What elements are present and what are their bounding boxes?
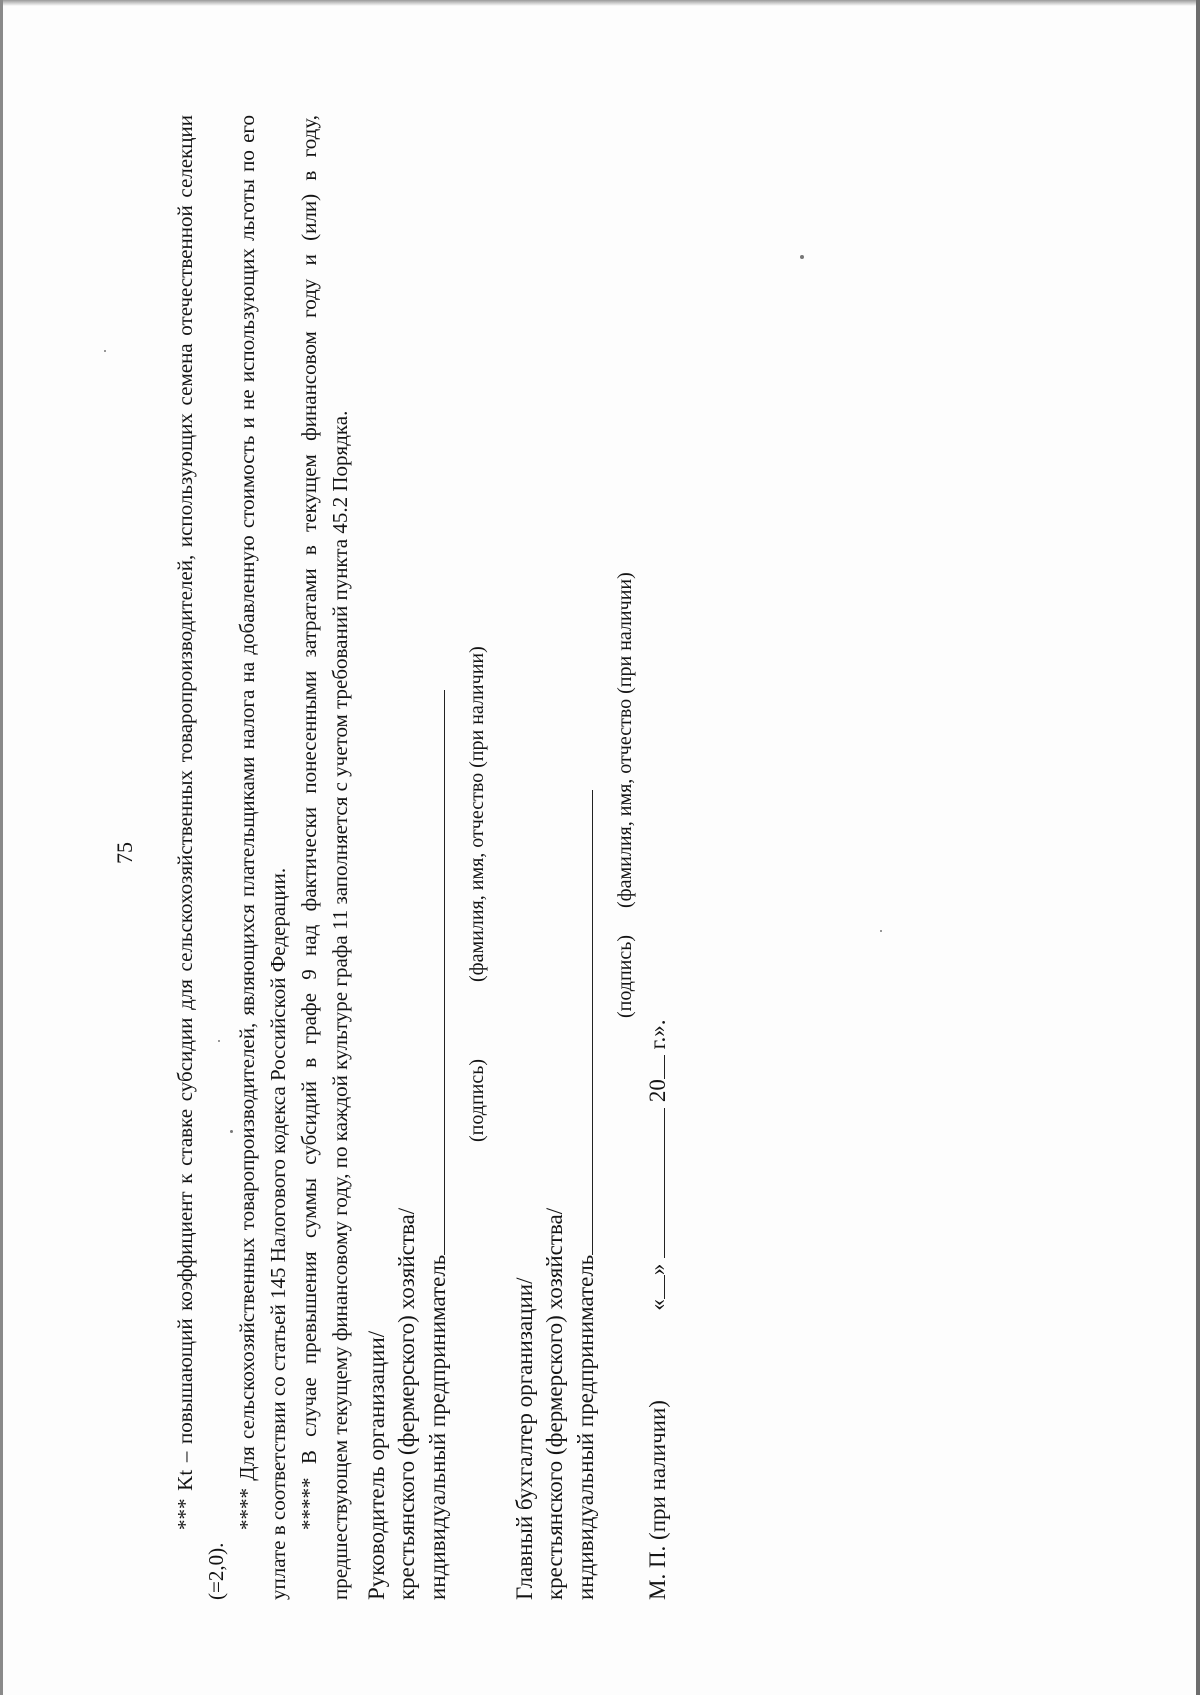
head-caption-signature: (подпись): [466, 1058, 488, 1142]
scan-left-edge: [0, 0, 3, 1695]
footnote-kt: *** Kt – повышающий коэффициент к ставке субсидии для сельскохозяйственных товаропроизводителей, использующих семена отечественной селекции (=2,0).: [173, 115, 228, 1600]
scan-right-edge: [1196, 0, 1200, 1695]
scan-top-edge: [0, 0, 1200, 6]
head-signature-block: [362, 690, 453, 1600]
year-suffix: г.».: [645, 1019, 670, 1050]
year-prefix: 20: [645, 1079, 670, 1103]
quote-close: »: [645, 1263, 670, 1276]
scan-speck: [104, 350, 106, 352]
accountant-signature-line[interactable]: [570, 790, 593, 1255]
month-field[interactable]: [644, 1108, 665, 1258]
accountant-caption-signature: (подпись): [614, 934, 636, 1018]
accountant-caption-name: (фамилия, имя, отчество (при наличии): [614, 572, 636, 908]
page-number: 75: [112, 842, 137, 864]
footnote-vat: **** Для сельскохозяйственных товаропроизводителей, являющихся плательщиками налога на добавленную стоимость и не использующих льготы по его уплате в соответствии со статьей 145 Налогового кодекса Российской Федерации.: [235, 115, 290, 1600]
scan-speck: [880, 930, 882, 932]
head-title-line3-row: [422, 690, 453, 1600]
day-field[interactable]: [644, 1275, 665, 1299]
mp-label: М. П. (при наличии): [645, 1400, 670, 1600]
accountant-title-line2: крестьянского (фермерского) хозяйства/: [542, 1207, 567, 1600]
year-field[interactable]: [644, 1055, 665, 1079]
head-title-line3: индивидуальный предприниматель: [425, 1254, 450, 1600]
footnotes: [170, 115, 356, 1600]
accountant-title-line3-row: [570, 790, 601, 1600]
head-caption-name: (фамилия, имя, отчество (при наличии): [466, 646, 488, 982]
head-title-line1: Руководитель организации/: [364, 1330, 389, 1600]
rotated-content: [112, 40, 830, 1600]
accountant-title-line1: Главный бухгалтер организации/: [512, 1277, 537, 1600]
footnote-excess: ***** В случае превышения суммы субсидий в графе 9 над фактически понесенными затратами в текущем финансовом году и (или) в году, предшествующем текущему финансовому году, по каждой культуре графа 11 заполняется с учетом требований пункта 45.2 Порядка.: [297, 115, 352, 1600]
quote-open: «: [645, 1299, 670, 1311]
head-title-line2: крестьянского (фермерского) хозяйства/: [394, 1207, 419, 1600]
accountant-signature-block: [510, 790, 601, 1600]
stamp-date-line: [644, 1019, 671, 1600]
accountant-title-line3: индивидуальный предприниматель: [573, 1254, 598, 1600]
head-signature-line[interactable]: [422, 690, 445, 1255]
